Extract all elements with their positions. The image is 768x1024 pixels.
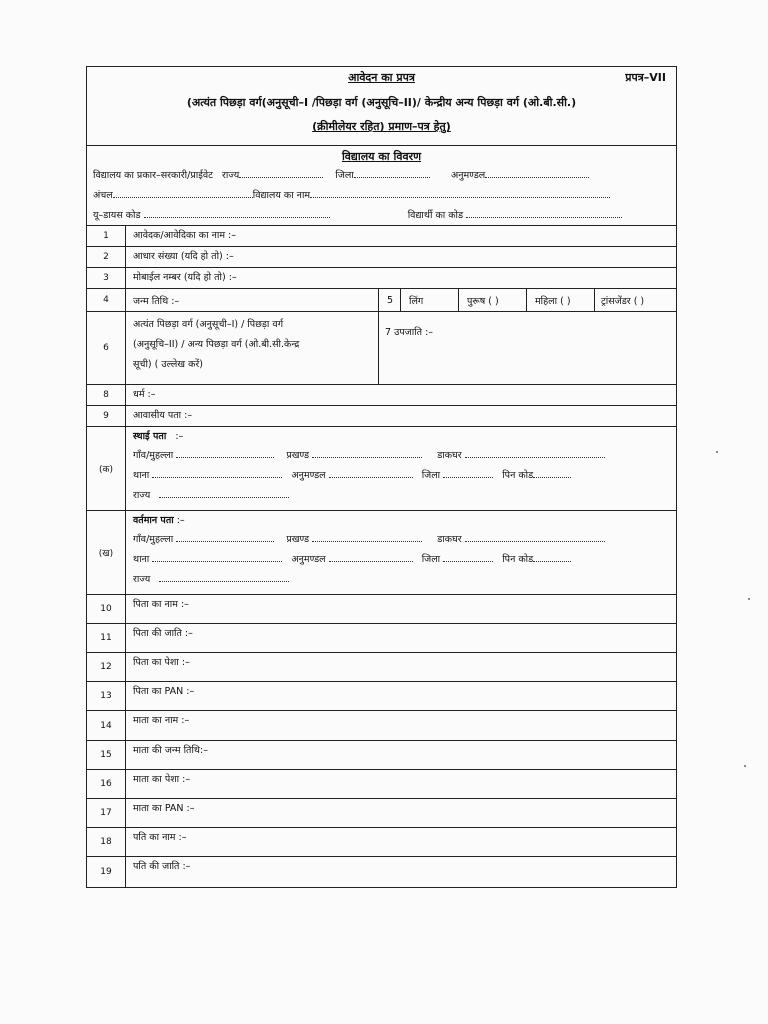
row-number: 4 — [87, 289, 126, 311]
row-number: 14 — [87, 711, 126, 740]
block-field[interactable] — [312, 448, 422, 458]
current-address-line-2: थाना अनुमण्डल जिला पिन कोड — [133, 552, 571, 565]
row-number: 8 — [87, 385, 126, 405]
row-aadhaar — [87, 247, 676, 268]
school-state-label: राज्य — [222, 170, 240, 181]
row-father-occupation — [87, 653, 676, 682]
row-number: 6 — [87, 312, 126, 384]
scan-speck — [716, 451, 718, 453]
row-mother-name — [87, 711, 676, 741]
mother-pan-label[interactable]: माता का PAN :– — [133, 803, 195, 814]
gender-transgender-option[interactable]: ट्रांसजेंडर ( ) — [594, 289, 676, 311]
udise-label: यू–डायस कोड — [93, 210, 141, 221]
district-field[interactable] — [443, 552, 493, 562]
row-number: 15 — [87, 741, 126, 769]
permanent-address-line-1: गाँव/मुहल्ला प्रखण्ड डाकघर — [133, 448, 605, 461]
village-field[interactable] — [176, 448, 274, 458]
application-form — [86, 66, 677, 888]
row-mother-pan — [87, 799, 676, 828]
form-subtitle: (अत्यंत पिछड़ा वर्ग(अनुसूची–I /पिछड़ा वर्ग (अनुसूचि–II)/ केन्द्रीय अन्य पिछड़ा वर्ग (ओ.बी.सी.) — [186, 96, 577, 109]
school-name-field[interactable] — [310, 188, 610, 198]
police-station-field[interactable] — [152, 468, 282, 478]
student-code-field[interactable] — [466, 208, 622, 218]
school-line-3 — [93, 208, 666, 222]
row-applicant-name — [87, 226, 676, 247]
residential-address-label: आवासीय पता :– — [133, 410, 193, 421]
row-number: (क) — [87, 427, 126, 510]
row-number: 13 — [87, 682, 126, 710]
row-number: 1 — [87, 226, 126, 246]
row-mobile — [87, 268, 676, 289]
permanent-address-title: स्थाई पता :– — [133, 431, 184, 442]
row-number: 16 — [87, 770, 126, 798]
dob-label[interactable]: जन्म तिथि :– — [133, 296, 180, 307]
religion-label[interactable]: धर्म :– — [133, 389, 156, 400]
row-number: 19 — [87, 857, 126, 887]
police-station-field[interactable] — [152, 552, 282, 562]
row-father-caste — [87, 624, 676, 653]
mother-name-label[interactable]: माता का नाम :– — [133, 715, 190, 726]
form-header — [87, 67, 676, 146]
row-mother-dob — [87, 741, 676, 770]
row-category — [87, 312, 676, 385]
gender-label: लिंग — [400, 289, 458, 311]
subcaste-label[interactable]: 7 उपजाति :– — [378, 312, 676, 384]
mobile-label[interactable]: मोबाईल नम्बर (यदि हो तो) :– — [133, 272, 237, 283]
row-number: 3 — [87, 268, 126, 288]
current-address-line-3: राज्य — [133, 572, 289, 585]
form-title: आवेदन का प्रपत्र — [348, 71, 415, 84]
gender-row-number: 5 — [378, 289, 401, 311]
row-current-address — [87, 511, 676, 595]
husband-caste-label[interactable]: पति की जाति :– — [133, 861, 191, 872]
gender-female-option[interactable]: महिला ( ) — [526, 289, 594, 311]
current-address-title: वर्तमान पता :– — [133, 515, 185, 526]
form-number: प्रपत्र–VII — [625, 71, 666, 84]
mother-occupation-label[interactable]: माता का पेशा :– — [133, 774, 191, 785]
pincode-field[interactable] — [533, 468, 571, 478]
row-father-pan — [87, 682, 676, 711]
row-number: 12 — [87, 653, 126, 681]
subdivision-field[interactable] — [329, 552, 413, 562]
permanent-address-line-2: थाना अनुमण्डल जिला पिन कोड — [133, 468, 571, 481]
row-religion — [87, 385, 676, 406]
school-district-field[interactable] — [354, 168, 430, 178]
applicant-name-label[interactable]: आवेदक/आवेदिका का नाम :– — [133, 230, 236, 241]
father-pan-label[interactable]: पिता का PAN :– — [133, 686, 195, 697]
state-field[interactable] — [159, 572, 289, 582]
row-number: 9 — [87, 406, 126, 426]
row-number: (ख) — [87, 511, 126, 594]
scan-speck — [748, 598, 750, 600]
father-occupation-label[interactable]: पिता का पेशा :– — [133, 657, 190, 668]
husband-name-label[interactable]: पति का नाम :– — [133, 832, 187, 843]
village-field[interactable] — [176, 532, 274, 542]
school-zone-label: अंचल — [93, 190, 113, 201]
school-details-title: विद्यालय का विवरण — [341, 150, 422, 163]
row-number: 11 — [87, 624, 126, 652]
father-name-label[interactable]: पिता का नाम :– — [133, 599, 189, 610]
school-zone-field[interactable] — [113, 188, 253, 198]
row-mother-occupation — [87, 770, 676, 799]
row-residential-address — [87, 406, 676, 427]
row-husband-caste — [87, 857, 676, 887]
current-address-line-1: गाँव/मुहल्ला प्रखण्ड डाकघर — [133, 532, 605, 545]
father-caste-label[interactable]: पिता की जाति :– — [133, 628, 193, 639]
row-number: 18 — [87, 828, 126, 856]
category-label[interactable]: अत्यंत पिछड़ा वर्ग (अनुसूची–I) / पिछड़ा वर्ग (अनुसूचि–II) / अन्य पिछड़ा वर्ग (ओ.बी.सी.केन्द्र सूची) ( उल्लेख करें) — [133, 319, 300, 370]
subdivision-field[interactable] — [329, 468, 413, 478]
school-state-field[interactable] — [239, 168, 323, 178]
student-code-label: विद्यार्थी का कोड — [407, 210, 464, 221]
udise-field[interactable] — [144, 208, 330, 218]
row-dob-gender — [87, 289, 676, 312]
scan-speck — [744, 765, 746, 767]
post-office-field[interactable] — [465, 532, 605, 542]
state-field[interactable] — [159, 488, 289, 498]
permanent-address-line-3: राज्य — [133, 488, 289, 501]
row-father-name — [87, 595, 676, 624]
post-office-field[interactable] — [465, 448, 605, 458]
row-husband-name — [87, 828, 676, 857]
school-name-label: विद्यालय का नाम — [252, 190, 311, 201]
district-field[interactable] — [443, 468, 493, 478]
mother-dob-label[interactable]: माता की जन्म तिथि:– — [133, 745, 208, 756]
form-subtitle-2: (क्रीमीलेयर रहित) प्रमाण–पत्र हेतु) — [312, 120, 451, 133]
school-district-label: जिला — [335, 170, 354, 181]
school-subdivision-label: अनुमण्डल — [450, 170, 486, 181]
row-number: 10 — [87, 595, 126, 623]
school-subdivision-field[interactable] — [485, 168, 589, 178]
pincode-field[interactable] — [533, 552, 571, 562]
gender-male-option[interactable]: पुरूष ( ) — [458, 289, 526, 311]
row-permanent-address — [87, 427, 676, 511]
school-line-1 — [93, 168, 666, 182]
aadhaar-label[interactable]: आधार संख्या (यदि हो तो) :– — [133, 251, 234, 262]
row-number: 17 — [87, 799, 126, 827]
school-type-label: विद्यालय का प्रकार–सरकारी/प्राईवेट — [93, 170, 213, 181]
row-number: 2 — [87, 247, 126, 267]
school-line-2 — [93, 188, 666, 202]
school-details-section — [87, 146, 676, 226]
block-field[interactable] — [312, 532, 422, 542]
